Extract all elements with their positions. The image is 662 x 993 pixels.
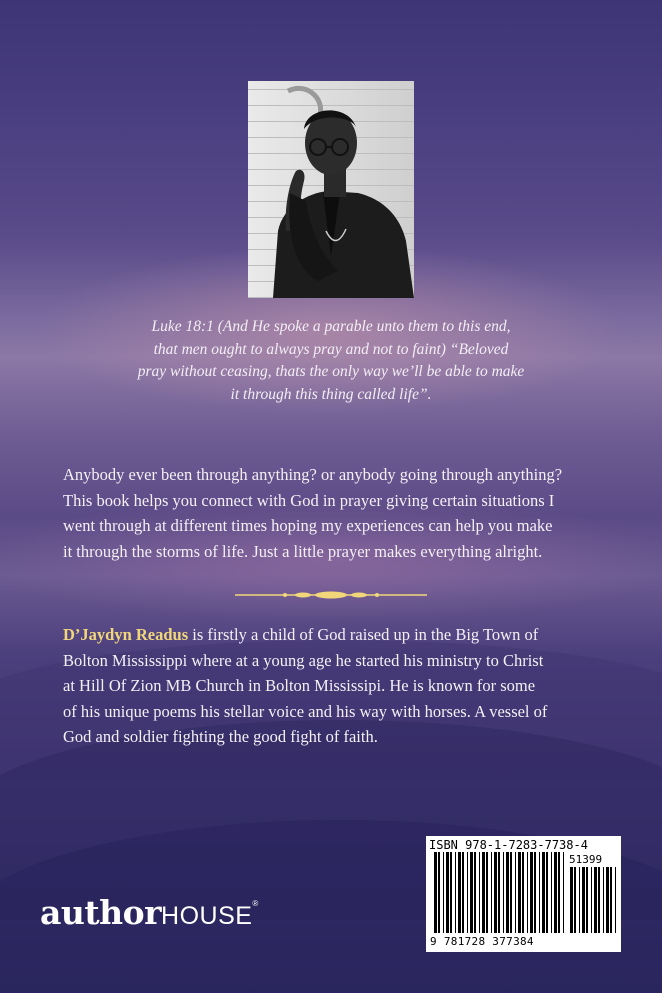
bio-line: is firstly a child of God raised up in the Big Town of	[188, 625, 539, 644]
bio-line: Bolton Mississippi where at a young age he started his ministry to Christ	[63, 650, 544, 670]
quote-line: it through this thing called life”.	[230, 385, 432, 403]
description-line: This book helps you connect with God in prayer giving certain situations I	[63, 490, 555, 510]
description-line: it through the storms of life. Just a little prayer makes everything alright.	[63, 541, 543, 561]
book-description	[63, 462, 611, 564]
barcode-digits: 9 781728 377384	[430, 935, 534, 948]
publisher-logo	[40, 893, 258, 932]
logo-text-author: author	[40, 893, 162, 932]
quote-line: Luke 18:1 (And He spoke a parable unto them to this end,	[151, 318, 511, 335]
registered-mark: ®	[252, 899, 259, 908]
description-line: went through at different times hoping my experiences can help you make	[63, 516, 553, 535]
isbn-label: ISBN 978-1-7283-7738-4	[429, 838, 588, 852]
isbn-barcode	[426, 836, 621, 952]
price-code: 51399	[569, 853, 603, 866]
description-line: Anybody ever been through anything? or anybody going through anything?	[63, 465, 563, 484]
author-photo	[248, 81, 414, 298]
author-bio	[63, 622, 611, 750]
bio-line: of his unique poems his stellar voice and his way with horses. A vessel of	[63, 701, 548, 721]
logo-text-house: HOUSE	[161, 902, 253, 930]
bio-line: God and soldier fighting the good fight of faith.	[63, 727, 378, 746]
bio-line: at Hill Of Zion MB Church in Bolton Mississipi. He is known for some	[63, 676, 536, 695]
author-name: D’Jaydyn Readus	[63, 625, 189, 644]
ornamental-divider	[233, 588, 429, 602]
quote-line: pray without ceasing, thats the only way we’ll be able to make	[137, 363, 525, 380]
scripture-quote	[110, 316, 552, 406]
quote-line: that men ought to always pray and not to faint) “Beloved	[153, 340, 509, 358]
author-portrait-figure	[248, 81, 414, 298]
